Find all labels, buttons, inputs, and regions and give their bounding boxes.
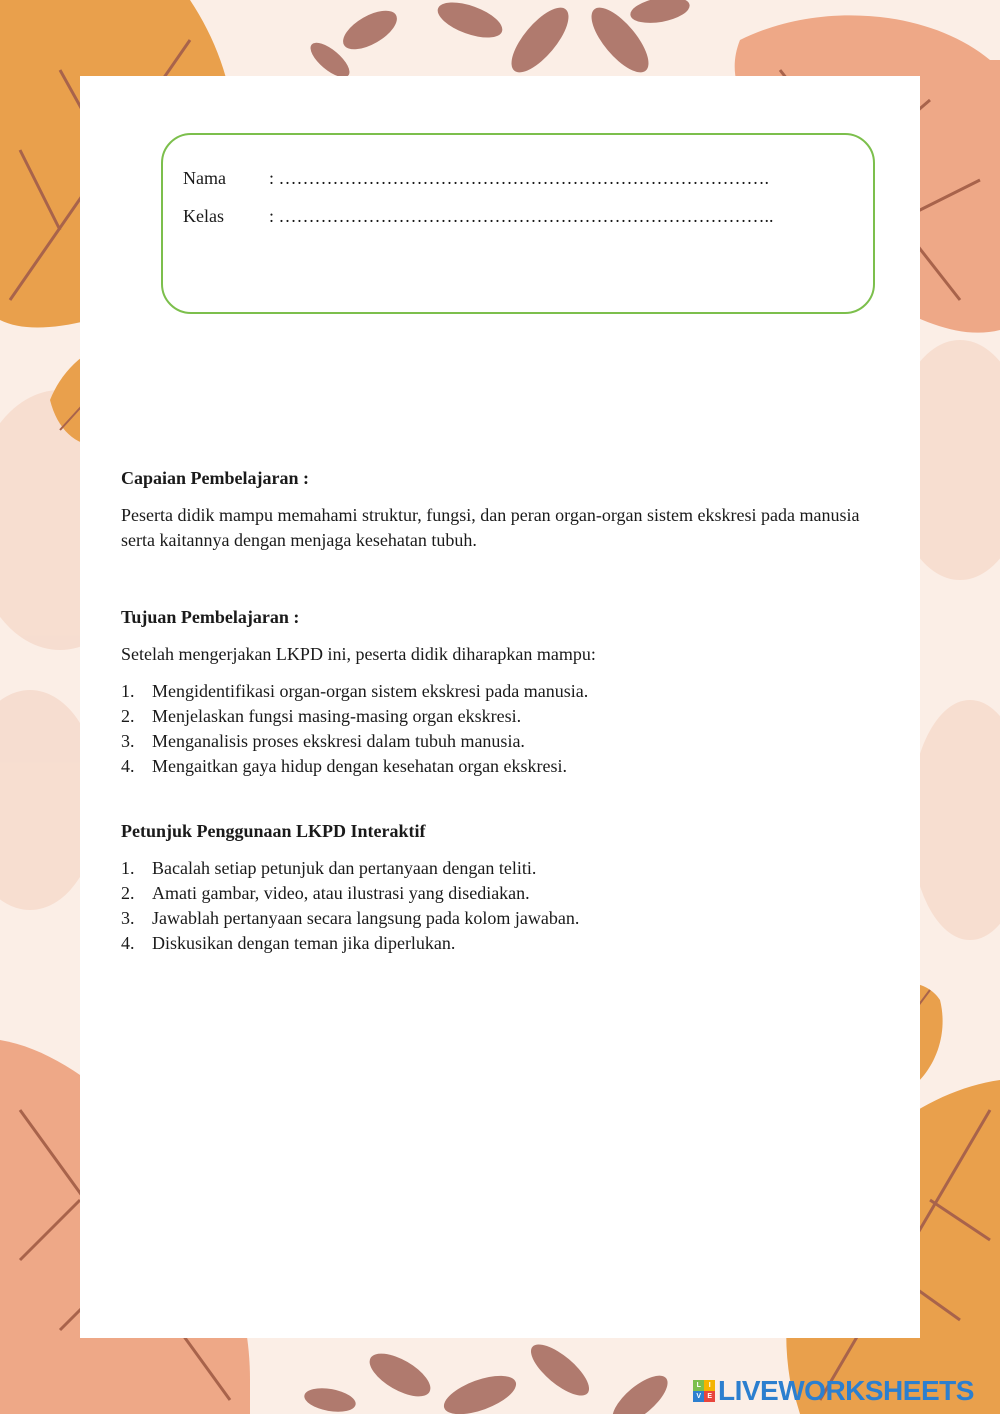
list-text: Diskusikan dengan teman jika diperlukan. (152, 933, 456, 953)
name-row (183, 168, 769, 189)
flower-bottom-icon (302, 1336, 675, 1414)
list-text: Amati gambar, video, atau ilustrasi yang disediakan. (152, 883, 530, 903)
list-number: 2. (121, 706, 135, 726)
capaian-text: Peserta didik mampu memahami struktur, fungsi, dan peran organ-organ sistem ekskresi pada manusia serta kaitannya dengan menjaga kesehatan tubuh. (121, 505, 860, 550)
name-label: Nama (183, 168, 226, 188)
list-number: 1. (121, 858, 135, 878)
list-item (121, 931, 881, 956)
list-text: Mengidentifikasi organ-organ sistem ekskresi pada manusia. (152, 681, 589, 701)
list-item (121, 881, 881, 906)
worksheet-content (121, 466, 881, 956)
list-item (121, 679, 881, 704)
liveworksheets-mark-icon: L I V E (693, 1380, 715, 1402)
tujuan-intro: Setelah mengerjakan LKPD ini, peserta didik diharapkan mampu: (121, 644, 596, 664)
list-item (121, 704, 881, 729)
liveworksheets-brand: LIVEWORKSHEETS (718, 1375, 974, 1406)
tujuan-list (121, 679, 881, 779)
list-item (121, 729, 881, 754)
list-item (121, 906, 881, 931)
list-text: Menganalisis proses ekskresi dalam tubuh manusia. (152, 731, 525, 751)
class-fill-line[interactable]: : ……………………………………………………………………….. (269, 206, 774, 226)
name-fill-line[interactable]: : ………………………………………………………………………. (269, 168, 770, 188)
list-text: Jawablah pertanyaan secara langsung pada kolom jawaban. (152, 908, 580, 928)
list-number: 3. (121, 908, 135, 928)
list-text: Bacalah setiap petunjuk dan pertanyaan dengan teliti. (152, 858, 537, 878)
list-number: 4. (121, 933, 135, 953)
flower-top-icon (305, 0, 691, 83)
list-text: Mengaitkan gaya hidup dengan kesehatan organ ekskresi. (152, 756, 568, 776)
list-item (121, 754, 881, 779)
class-label: Kelas (183, 206, 224, 226)
capaian-heading: Capaian Pembelajaran : (121, 468, 309, 488)
list-number: 1. (121, 681, 135, 701)
list-text: Menjelaskan fungsi masing-masing organ ekskresi. (152, 706, 522, 726)
petunjuk-list (121, 856, 881, 956)
liveworksheets-logo[interactable] (693, 1376, 974, 1406)
list-number: 4. (121, 756, 135, 776)
list-item (121, 856, 881, 881)
list-number: 3. (121, 731, 135, 751)
list-number: 2. (121, 883, 135, 903)
petunjuk-heading: Petunjuk Penggunaan LKPD Interaktif (121, 821, 426, 841)
class-row (183, 206, 774, 227)
tujuan-heading: Tujuan Pembelajaran : (121, 607, 300, 627)
